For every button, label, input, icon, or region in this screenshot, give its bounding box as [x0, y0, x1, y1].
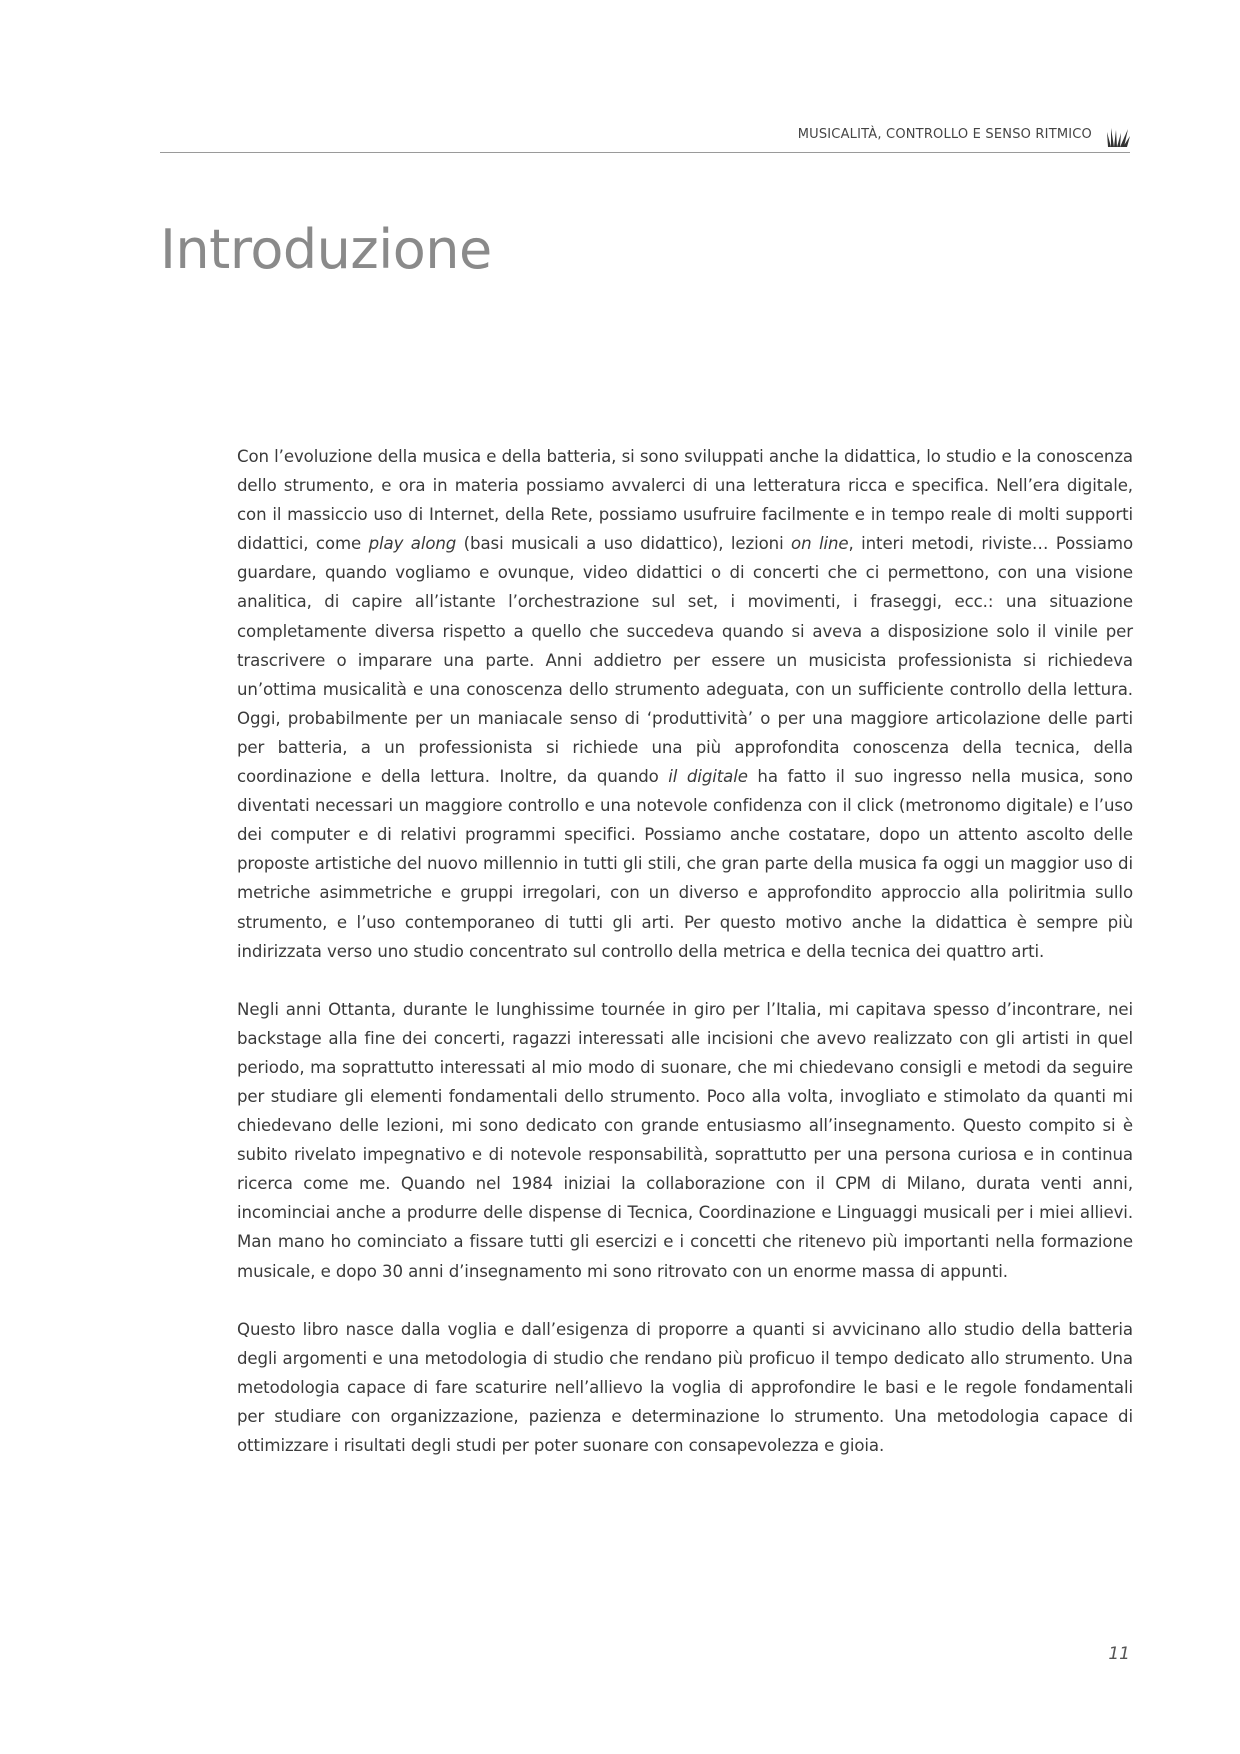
paragraph: [237, 995, 1133, 1286]
paragraph-text: Negli anni Ottanta, durante le lunghissime tournée in giro per l’Italia, mi capitava spesso d’incontrare, nei backstage alla fine dei concerti, ragazzi interessati alle incisioni che avevo realizzato con gli artisti in quel periodo, ma soprattutto interessati al mio modo di suonare, che mi chiedevano consigli e metodi da seguire per studiare gli elementi fondamentali dello strumento. Poco alla volta, invogliato e stimolato da quanti mi chiedevano delle lezioni, mi sono dedicato con grande entusiasmo all’insegnamento. Questo compito si è subito rivelato impegnativo e di notevole responsabilità, soprattutto per una persona curiosa e in continua ricerca come me. Quando nel 1984 iniziai la collaborazione con il CPM di Milano, durata venti anni, incominciai anche a produrre delle dispense di Tecnica, Coordinazione e Linguaggi musicali per i miei allievi. Man mano ho cominciato a fissare tutti gli esercizi e i concetti che ritenevo più importanti nella formazione musicale, e dopo 30 anni d’insegnamento mi sono ritrovato con un enorme massa di appunti.: [237, 999, 1133, 1281]
paragraph: [237, 1315, 1133, 1460]
paragraph-text: Questo libro nasce dalla voglia e dall’esigenza di proporre a quanti si avvicinano allo studio della batteria degli argomenti e una metodologia di studio che rendano più proficuo il tempo dedicato allo strumento. Una metodologia capace di fare scaturire nell’allievo la voglia di approfondire le basi e le regole fondamentali per studiare con organizzazione, pazienza e determinazione lo strumento. Una metodologia capace di ottimizzare i risultati degli studi per poter suonare con consapevolezza e gioia.: [237, 1319, 1133, 1455]
italic-term: il digitale: [668, 767, 748, 787]
italic-term: on line: [791, 534, 849, 554]
grass-blades-icon: [1106, 126, 1130, 148]
chapter-title: Introduzione: [160, 218, 492, 281]
italic-term: play along: [368, 534, 457, 554]
paragraph-text: (basi musicali a uso didattico), lezioni: [456, 534, 792, 554]
running-header-title: MUSICALITÀ, CONTROLLO E SENSO RITMICO: [797, 127, 1092, 142]
running-header: [160, 124, 1130, 153]
body-text: [237, 442, 1133, 1489]
page-number: 11: [1108, 1644, 1130, 1664]
paragraph-text: , interi metodi, riviste… Possiamo guardare, quando vogliamo e ovunque, video didattici o di concerti che ci permettono, con una visione analitica, di capire all’istante l’orchestrazione sul set, i movimenti, i fraseggi, ecc.: una situazione completamente diversa rispetto a quello che succedeva quando si aveva a disposizione solo il vinile per trascrivere o imparare una parte. Anni addietro per essere un musicista professionista si richiedeva un’ottima musicalità e una conoscenza dello strumento adeguata, con un sufficiente controllo della lettura. Oggi, probabilmente per un maniacale senso di ‘produttività’ o per una maggiore articolazione delle parti per batteria, a un professionista si richiede una più approfondita conoscenza della tecnica, della coordinazione e della lettura. Inoltre, da quando: [237, 534, 1133, 787]
paragraph-text: ha fatto il suo ingresso nella musica, sono diventati necessari un maggiore controllo e una notevole confidenza con il click (metronomo digitale) e l’uso dei computer e di relativi programmi specifici. Possiamo anche costatare, dopo un attento ascolto delle proposte artistiche del nuovo millennio in tutti gli stili, che gran parte della musica fa oggi un maggior uso di metriche asimmetriche e gruppi irregolari, con un diverso e approfondito approccio alla poliritmia sullo strumento, e l’uso contemporaneo di tutti gli arti. Per questo motivo anche la didattica è sempre più indirizzata verso uno studio concentrato sul controllo della metrica e della tecnica dei quattro arti.: [237, 767, 1133, 961]
paragraph: [237, 442, 1133, 966]
paragraph-text: Con l’evoluzione della musica e della batteria, si sono sviluppati anche la didattica, lo studio e la conoscenza dello strumento, e ora in materia possiamo avvalerci di una letteratura ricca e specifica. Nell’era digitale, con il massiccio uso di Internet, della Rete, possiamo usufruire facilmente e in tempo reale di molti supporti didattici, come: [237, 447, 1133, 554]
